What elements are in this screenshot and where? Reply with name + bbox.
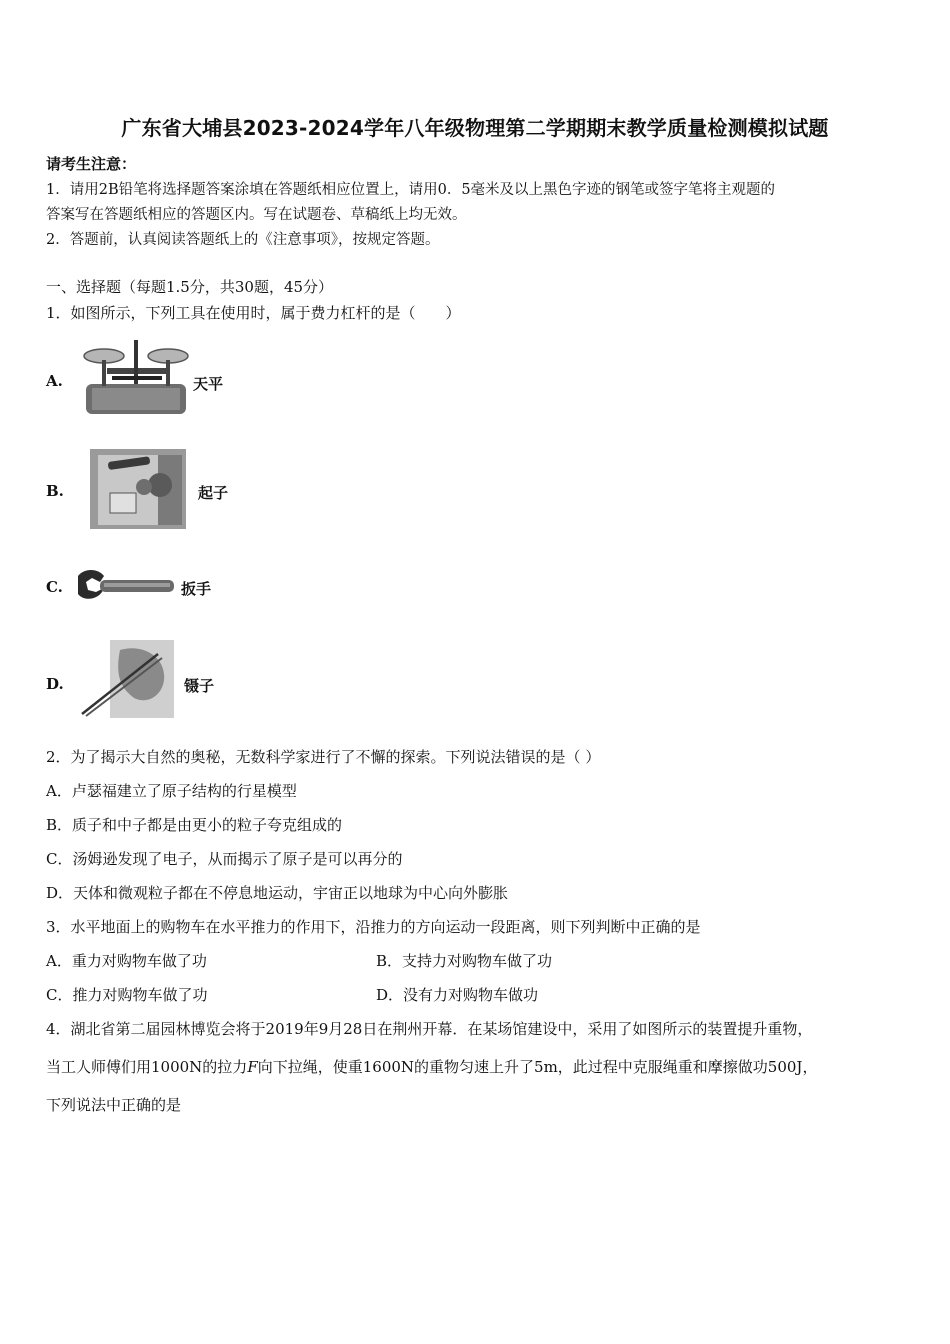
q2-option-d: D．天体和微观粒子都在不停息地运动，宇宙正以地球为中心向外膨胀 — [46, 884, 509, 902]
q1-option-b-letter: B. — [46, 482, 64, 500]
q1-option-c-letter: C. — [46, 578, 63, 596]
bottle-opener-icon — [90, 449, 186, 529]
section-heading: 一、选择题（每题1.5分，共30题，45分） — [46, 278, 334, 296]
q3-option-c: C．推力对购物车做了功 — [46, 986, 208, 1004]
q3-option-b: B．支持力对购物车做了功 — [376, 952, 553, 970]
notice-heading: 请考生注意： — [46, 155, 137, 173]
q3-option-a: A．重力对购物车做了功 — [46, 952, 207, 970]
q2-stem: 2．为了揭示大自然的奥秘，无数科学家进行了不懈的探索。下列说法错误的是（ ） — [46, 748, 601, 766]
q3-option-d: D．没有力对购物车做功 — [376, 986, 539, 1004]
q1-option-d-label: 镊子 — [184, 677, 215, 695]
q4-line-1: 4．湖北省第二届园林博览会将于2019年9月28日在荆州开幕．在某场馆建设中，采用了如图所示的装置提升重物， — [46, 1020, 813, 1038]
q2-option-c: C．汤姆逊发现了电子，从而揭示了原子是可以再分的 — [46, 850, 403, 868]
q2-option-b: B．质子和中子都是由更小的粒子夸克组成的 — [46, 816, 343, 834]
q1-option-c-label: 扳手 — [181, 580, 212, 598]
q4-line-3: 下列说法中正确的是 — [46, 1096, 182, 1114]
wrench-icon — [74, 568, 178, 604]
q4-force-variable: F — [247, 1058, 258, 1076]
q1-option-a-label: 天平 — [193, 375, 224, 393]
q2-option-a: A．卢瑟福建立了原子结构的行星模型 — [46, 782, 297, 800]
q4-line-2 — [46, 1056, 817, 1077]
notice-item-2: 2．答题前，认真阅读答题纸上的《注意事项》，按规定答题。 — [46, 232, 440, 248]
balance-scale-icon — [82, 338, 192, 416]
notice-item-1-line-1: 1．请用2B铅笔将选择题答案涂填在答题纸相应位置上，请用0．5毫米及以上黑色字迹的钢笔或签字笔将主观题的 — [46, 182, 776, 198]
q1-option-a-letter: A. — [46, 372, 63, 390]
q4-line-2-pre: 当工人师傅们用1000N的拉力 — [46, 1058, 248, 1076]
q1-stem: 1．如图所示，下列工具在使用时，属于费力杠杆的是（ ） — [46, 304, 461, 322]
tweezers-icon — [80, 640, 174, 718]
q1-option-b-label: 起子 — [198, 484, 229, 502]
notice-item-1-line-2: 答案写在答题纸相应的答题区内。写在试题卷、草稿纸上均无效。 — [46, 207, 467, 223]
q3-stem: 3．水平地面上的购物车在水平推力的作用下，沿推力的方向运动一段距离，则下列判断中正确的是 — [46, 918, 701, 936]
q4-line-2-post: 向下拉绳，使重1600N的重物匀速上升了5m，此过程中克服绳重和摩擦做功500J， — [257, 1058, 818, 1076]
page-title: 广东省大埔县2023-2024学年八年级物理第二学期期末教学质量检测模拟试题 — [121, 116, 829, 140]
q1-option-d-letter: D. — [46, 675, 64, 693]
